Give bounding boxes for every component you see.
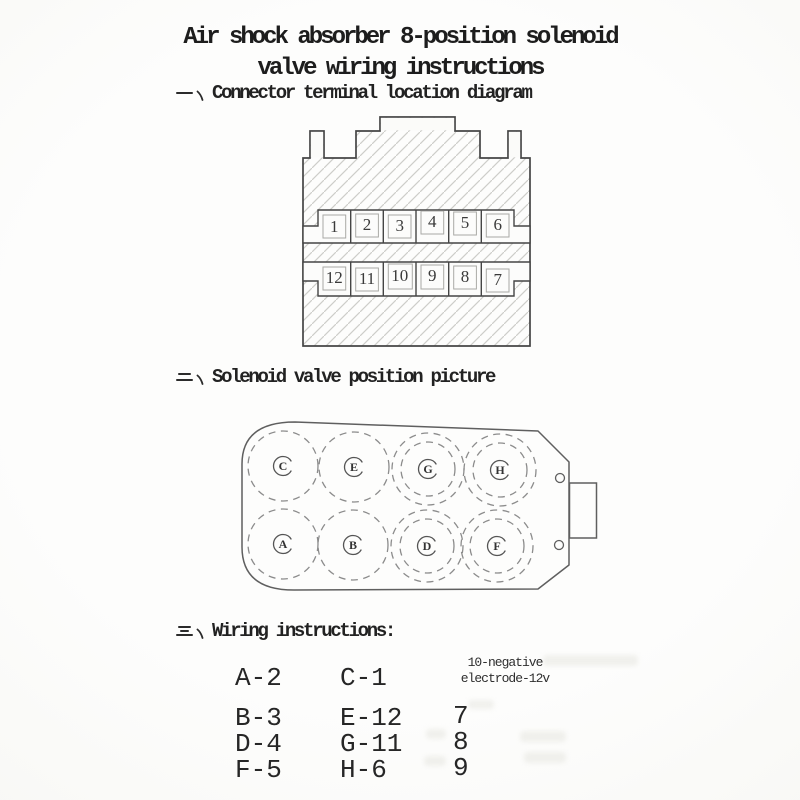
valve-port-label: B xyxy=(348,538,358,552)
wiring-pair: G-11 xyxy=(340,729,403,759)
terminal-number: 2 xyxy=(362,215,372,234)
note-line-1: 10-negative xyxy=(467,655,543,670)
terminal-number: 6 xyxy=(493,215,502,234)
document-title xyxy=(0,22,800,84)
terminal-number: 11 xyxy=(358,269,376,288)
wiring-pair: D-4 xyxy=(235,729,282,759)
left-tower-face xyxy=(311,132,323,157)
valve-port-label: G xyxy=(423,462,433,476)
title-line-2: valve wiring instructions xyxy=(257,55,543,82)
ink-bleed-artifact xyxy=(468,700,494,709)
negative-electrode-note xyxy=(443,655,567,686)
valve-port-label: E xyxy=(349,460,359,474)
terminal-number: 9 xyxy=(428,266,437,285)
wiring-pair: F-5 xyxy=(235,755,282,785)
wiring-terminal: 9 xyxy=(453,753,469,783)
section-2-label: Solenoid valve position picture xyxy=(212,366,495,388)
wiring-terminal: 8 xyxy=(453,727,469,757)
dun-comma-icon xyxy=(196,90,205,102)
terminal-number: 8 xyxy=(460,267,470,286)
ink-bleed-artifact xyxy=(520,731,566,742)
title-line-1: Air shock absorber 8-position solenoid xyxy=(183,24,617,51)
wiring-terminal: 7 xyxy=(453,701,469,731)
terminal-number: 12 xyxy=(325,268,343,287)
valve-connector-tab xyxy=(570,483,597,538)
section-1-label: Connector terminal location diagram xyxy=(212,82,531,104)
cjk-numeral-one-icon xyxy=(176,86,193,100)
terminal-number: 7 xyxy=(493,270,502,289)
valve-body xyxy=(242,422,569,590)
ink-bleed-artifact xyxy=(524,752,566,763)
right-tower-face xyxy=(509,132,520,157)
solenoid-valve-diagram xyxy=(233,410,605,598)
valve-port-label: A xyxy=(278,537,288,551)
cjk-numeral-three-icon xyxy=(176,624,193,638)
connector-terminal-diagram xyxy=(290,108,540,353)
dun-comma-icon xyxy=(196,374,205,386)
section-3-label: Wiring instructions: xyxy=(212,620,395,642)
terminal-number: 10 xyxy=(391,266,409,285)
valve-port-label: H xyxy=(495,463,505,477)
ink-bleed-artifact xyxy=(424,756,446,766)
wiring-pair: A-2 xyxy=(235,663,282,693)
terminal-number: 5 xyxy=(460,213,470,232)
terminal-number: 4 xyxy=(428,212,437,231)
section-2-heading xyxy=(176,366,494,388)
wiring-pair: B-3 xyxy=(235,703,282,733)
section-1-heading xyxy=(176,82,531,104)
ink-bleed-artifact xyxy=(426,729,446,739)
section-3-heading xyxy=(176,620,394,642)
valve-port-label: F xyxy=(493,539,501,553)
top-tab-face xyxy=(381,118,454,130)
valve-port-label: C xyxy=(278,459,288,473)
wiring-pair: E-12 xyxy=(340,703,403,733)
wiring-pair: C-1 xyxy=(340,663,387,693)
cjk-numeral-two-icon xyxy=(176,370,193,384)
wiring-pair: H-6 xyxy=(340,755,387,785)
valve-port-label: D xyxy=(422,539,432,553)
terminal-number: 3 xyxy=(395,216,404,235)
note-line-2: electrode-12v xyxy=(460,670,550,686)
dun-comma-icon xyxy=(196,628,205,640)
terminal-number: 1 xyxy=(330,217,339,236)
